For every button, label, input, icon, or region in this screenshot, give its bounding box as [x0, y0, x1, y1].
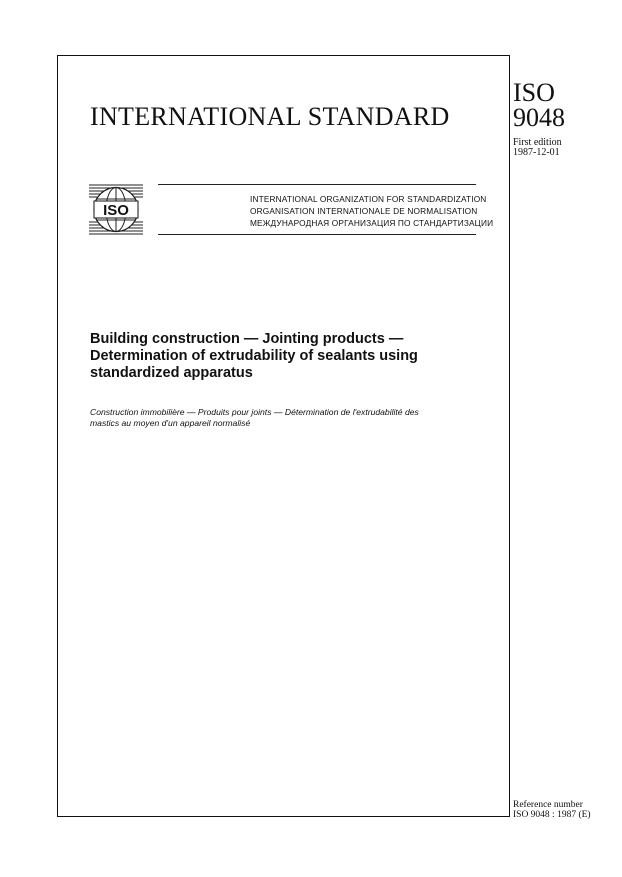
standard-number: 9048 [513, 103, 565, 132]
globe-icon [88, 182, 144, 237]
page-title: INTERNATIONAL STANDARD [90, 102, 450, 131]
edition-date: 1987-12-01 [513, 147, 560, 158]
org-name-english: INTERNATIONAL ORGANIZATION FOR STANDARDIZATION [250, 194, 487, 204]
frame-border-left [57, 55, 58, 817]
iso-logo [88, 182, 144, 242]
frame-border-right [509, 55, 510, 817]
frame-border-bottom [57, 816, 509, 817]
rule-top [158, 184, 476, 185]
document-title-line: standardized apparatus [90, 365, 253, 381]
document-title-line: Determination of extrudability of sealants using [90, 348, 418, 364]
rule-bottom [158, 234, 476, 235]
reference-number: ISO 9048 : 1987 (E) [513, 810, 591, 820]
document-title-line: Building construction — Jointing products — [90, 331, 404, 347]
french-title [90, 407, 419, 429]
logo-text: ISO [103, 202, 129, 219]
french-title-line: mastics au moyen d'un appareil normalisé [90, 418, 251, 428]
document-title [90, 331, 490, 382]
frame-border-top [57, 55, 509, 56]
org-name-french: ORGANISATION INTERNATIONALE DE NORMALISATION [250, 206, 478, 216]
organization-names [250, 193, 493, 229]
reference-label: Reference number [513, 800, 583, 810]
edition-label: First edition [513, 137, 562, 148]
standard-code: ISO [513, 78, 555, 107]
french-title-line: Construction immobilière — Produits pour joints — Détermination de l'extrudabilité des [90, 407, 419, 417]
org-name-russian: МЕЖДУНАРОДНАЯ ОРГАНИЗАЦИЯ ПО СТАНДАРТИЗАЦИИ [250, 218, 494, 228]
